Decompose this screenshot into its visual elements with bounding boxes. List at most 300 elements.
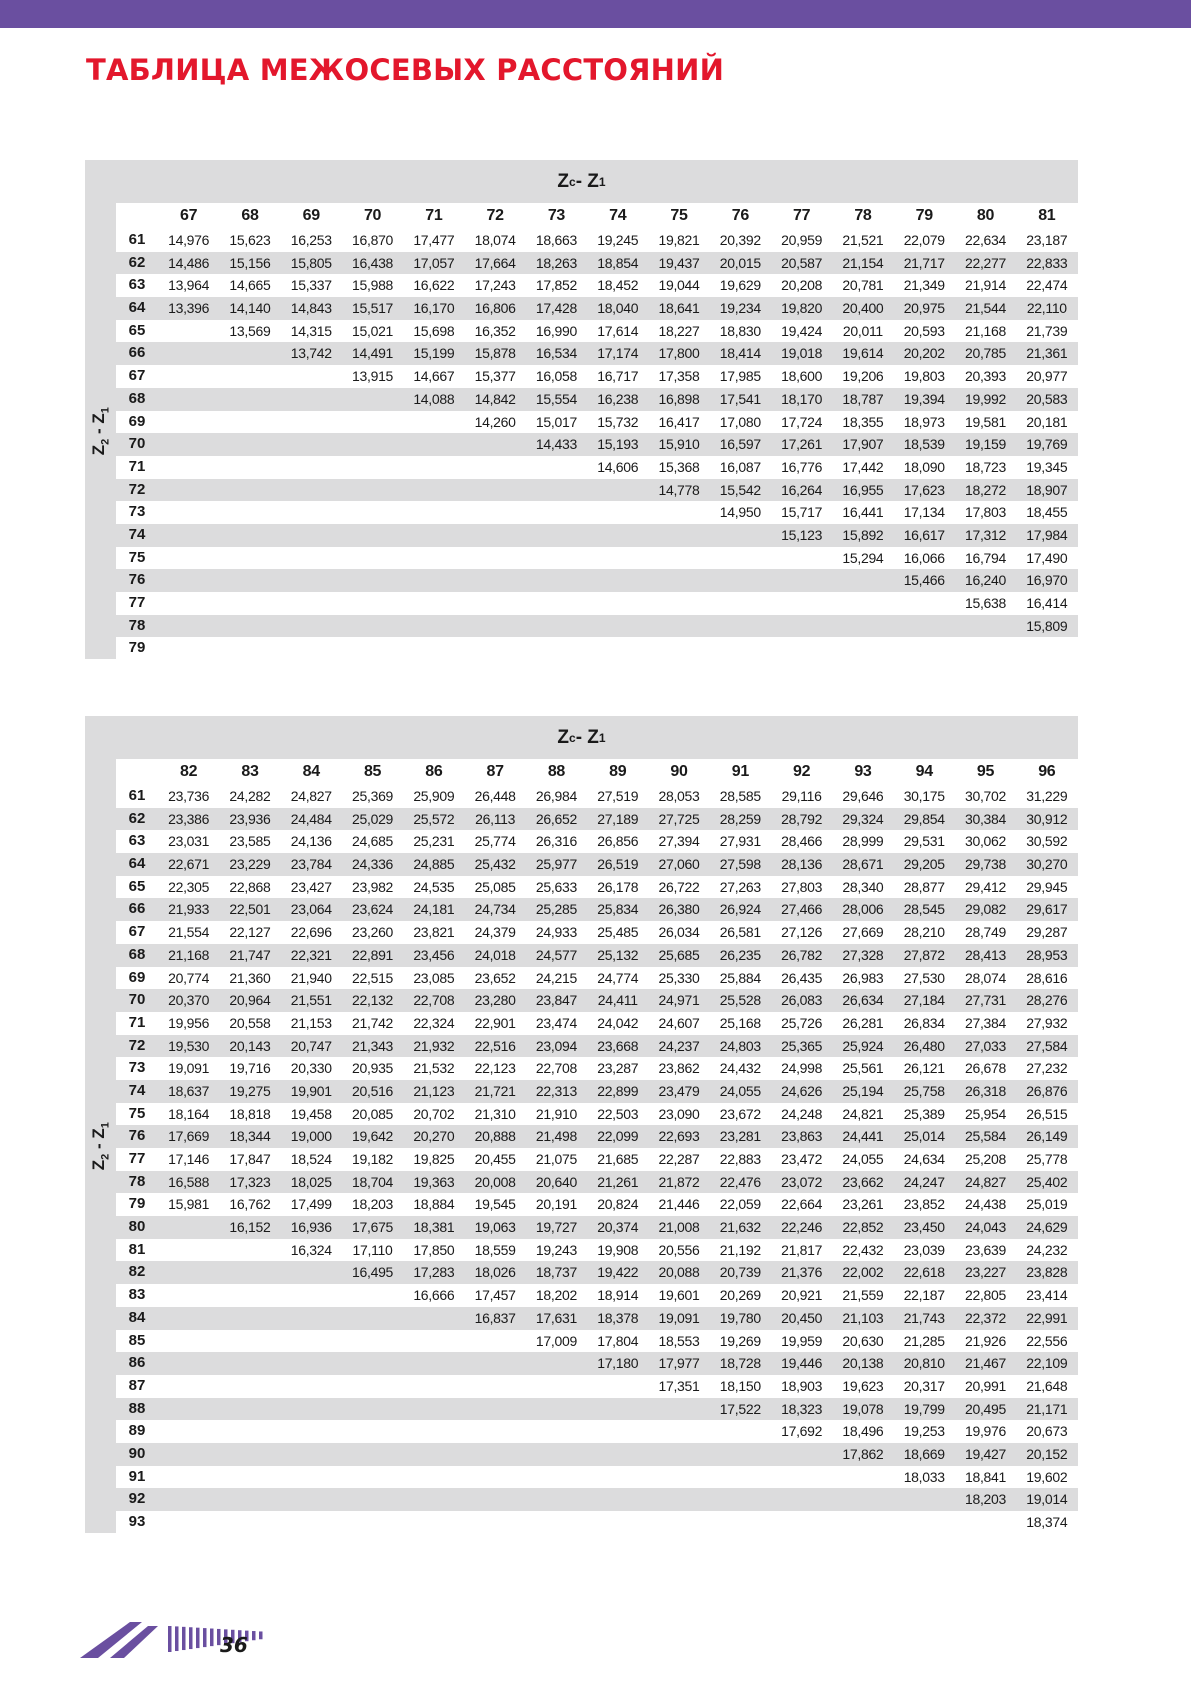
table-cell: 22,305 [168, 878, 210, 895]
column-header: 94 [915, 763, 933, 780]
table-cell: 25,365 [781, 1037, 823, 1054]
table-cell [587, 1443, 648, 1466]
table-cell: 23,821 [413, 924, 455, 941]
row-label: 85 [128, 1331, 146, 1349]
table-cell: 14,486 [168, 254, 210, 271]
table-cell: 25,924 [842, 1037, 884, 1054]
table-cell [526, 456, 587, 479]
table-cell: 15,910 [658, 436, 700, 453]
table-cell [464, 569, 525, 592]
table-cell: 29,412 [964, 878, 1007, 895]
side-z-symbol: Z [89, 1159, 109, 1171]
table-cell [464, 1420, 525, 1443]
table-cell: 23,474 [535, 1014, 577, 1031]
table-cell: 24,484 [290, 810, 332, 827]
footer-logo-stripe [175, 1626, 179, 1651]
table-cell: 20,370 [168, 992, 210, 1009]
table-cell: 25,402 [1026, 1173, 1068, 1190]
table-cell: 26,316 [535, 833, 577, 850]
table-cell: 16,794 [964, 549, 1007, 566]
table-cell [219, 637, 280, 660]
table-cell: 28,340 [842, 878, 884, 895]
table-cell: 26,380 [658, 901, 700, 918]
table-cell: 23,031 [168, 833, 210, 850]
table-cell [219, 365, 280, 388]
table-row [116, 1148, 1078, 1171]
table-cell [403, 1511, 464, 1534]
table-cell: 24,438 [964, 1196, 1007, 1213]
table-cell: 21,153 [290, 1014, 332, 1031]
table-cell [158, 365, 219, 388]
row-label: 86 [128, 1354, 146, 1372]
table-cell: 21,914 [964, 277, 1007, 294]
table-cell: 30,175 [903, 788, 945, 804]
table-cell: 20,208 [781, 277, 823, 294]
table-cell: 21,742 [352, 1014, 394, 1031]
row-label: 89 [128, 1422, 146, 1440]
row-label: 69 [128, 968, 146, 986]
column-header: 73 [547, 207, 566, 224]
page-title: ТАБЛИЦА МЕЖОСЕВЫХ РАССТОЯНИЙ [86, 53, 725, 87]
table-cell: 17,499 [290, 1196, 332, 1213]
table-cell: 15,805 [290, 254, 332, 271]
row-label: 74 [128, 1081, 146, 1099]
table-cell: 22,476 [719, 1173, 761, 1190]
table-cell [894, 592, 955, 615]
table-cell: 24,055 [719, 1082, 761, 1099]
table-cell: 20,085 [352, 1105, 394, 1122]
table-cell: 22,671 [168, 856, 210, 873]
table-cell: 14,315 [290, 322, 332, 339]
side-z-symbol: Z [89, 444, 109, 456]
table-cell: 26,876 [1026, 1082, 1068, 1099]
table-cell: 19,206 [842, 368, 884, 385]
table-cell: 23,287 [597, 1060, 639, 1077]
column-header: 89 [609, 763, 627, 780]
table-cell: 19,458 [290, 1105, 332, 1122]
table-cell [219, 1352, 280, 1375]
table-cell: 16,617 [903, 526, 945, 543]
table-cell: 22,708 [413, 992, 455, 1009]
table-body [116, 759, 1078, 1534]
table-cell: 13,742 [290, 345, 332, 362]
row-label: 93 [128, 1513, 146, 1530]
header-minus-z: - Z [575, 170, 599, 192]
table-cell: 19,959 [781, 1332, 823, 1349]
table-cell [832, 569, 893, 592]
table-cell: 19,799 [903, 1400, 945, 1417]
table-cell: 20,587 [781, 254, 823, 271]
table-cell: 29,082 [964, 901, 1007, 918]
table-cell [648, 524, 709, 547]
table-cell: 29,854 [903, 810, 945, 827]
table-cell [403, 1488, 464, 1511]
table-row [116, 1057, 1078, 1080]
column-header: 84 [302, 763, 320, 780]
table-cell: 19,159 [964, 436, 1007, 453]
column-header: 92 [793, 763, 811, 780]
table-cell: 25,954 [964, 1105, 1007, 1122]
table-cell [158, 388, 219, 411]
table-cell: 15,988 [352, 277, 394, 294]
table-cell: 18,524 [290, 1151, 332, 1167]
table-cell: 16,066 [903, 549, 945, 566]
table-cell: 19,642 [352, 1128, 394, 1145]
table-cell [281, 592, 342, 615]
table-cell: 28,053 [658, 788, 700, 804]
table-cell: 18,787 [842, 390, 884, 407]
row-label: 69 [128, 412, 146, 430]
table-cell: 18,164 [168, 1105, 210, 1122]
table-cell: 19,269 [719, 1332, 761, 1349]
table-cell: 20,991 [964, 1377, 1007, 1394]
table-cell [648, 1511, 709, 1534]
table-cell: 20,088 [658, 1264, 700, 1281]
table-cell: 25,330 [658, 969, 700, 986]
table-cell: 22,805 [964, 1287, 1007, 1304]
table-cell [342, 456, 403, 479]
table-cell: 24,379 [474, 924, 516, 941]
table-cell [281, 569, 342, 592]
table-cell [342, 411, 403, 434]
table-cell: 16,717 [597, 368, 639, 385]
table-cell [526, 1420, 587, 1443]
column-header: 82 [180, 763, 198, 780]
table-cell [219, 547, 280, 570]
table-cell: 19,063 [474, 1219, 516, 1236]
table-cell: 21,343 [352, 1037, 394, 1054]
table-cell [403, 569, 464, 592]
table-cell [587, 637, 648, 660]
table-cell: 17,541 [719, 390, 761, 407]
table-cell: 22,503 [597, 1105, 639, 1122]
table-cell: 19,253 [903, 1423, 945, 1440]
table-cell [281, 547, 342, 570]
table-cell [158, 1330, 219, 1353]
table-cell: 29,945 [1026, 878, 1068, 895]
table-cell: 18,323 [781, 1400, 823, 1417]
table-cell: 21,168 [964, 322, 1007, 339]
table-cell: 23,227 [964, 1264, 1007, 1281]
table-cell: 28,585 [719, 788, 761, 804]
table-cell: 26,435 [781, 969, 823, 986]
table-row [116, 365, 1078, 388]
table-cell: 18,830 [719, 322, 761, 339]
row-label: 63 [128, 276, 146, 294]
table-cell: 27,803 [781, 878, 823, 895]
table-cell [342, 637, 403, 660]
table-cell: 24,629 [1026, 1219, 1068, 1236]
table-cell: 23,668 [597, 1037, 639, 1054]
center-distance-table-1 [85, 160, 1078, 659]
table-cell: 25,685 [658, 946, 700, 963]
table-cell: 18,854 [597, 254, 639, 271]
row-label: 71 [128, 1013, 146, 1031]
row-label: 61 [128, 787, 146, 804]
table-row [116, 898, 1078, 921]
table-cell [219, 501, 280, 524]
table-cell: 22,474 [1026, 277, 1068, 294]
table-cell: 19,000 [290, 1128, 332, 1145]
table-cell [342, 388, 403, 411]
column-header: 87 [486, 763, 504, 780]
table-cell: 15,123 [781, 526, 823, 543]
table-cell [342, 524, 403, 547]
table-cell: 25,633 [535, 878, 577, 895]
table-cell [464, 615, 525, 638]
table-cell: 24,821 [842, 1105, 884, 1122]
table-cell: 21,103 [842, 1309, 884, 1326]
table-cell [342, 501, 403, 524]
table-cell: 23,427 [290, 878, 332, 895]
table-row [116, 592, 1078, 615]
table-cell [342, 592, 403, 615]
table-cell: 16,152 [229, 1219, 271, 1236]
table-cell: 19,908 [597, 1241, 639, 1258]
row-label: 64 [128, 299, 146, 317]
table-cell [342, 479, 403, 502]
table-row [116, 853, 1078, 876]
table-cell [526, 1466, 587, 1489]
table-cell [158, 1443, 219, 1466]
table-cell: 18,737 [535, 1264, 577, 1281]
table-cell: 25,884 [719, 969, 761, 986]
table-cell: 26,083 [781, 992, 823, 1009]
table-cell: 25,019 [1026, 1196, 1068, 1213]
table-cell: 16,990 [535, 322, 577, 339]
table-cell: 20,270 [413, 1128, 455, 1145]
table-cell [587, 1398, 648, 1421]
table-cell: 19,091 [168, 1060, 210, 1077]
table-cell: 19,992 [964, 390, 1007, 407]
table-cell: 18,272 [964, 481, 1007, 498]
table-cell: 21,446 [658, 1196, 700, 1213]
table-cell [403, 1330, 464, 1353]
table-cell: 16,666 [413, 1287, 455, 1304]
table-cell: 19,182 [352, 1151, 394, 1167]
table-cell: 21,285 [903, 1332, 945, 1349]
table-cell [219, 411, 280, 434]
table-cell: 26,834 [903, 1014, 945, 1031]
table-cell: 26,519 [597, 856, 639, 873]
table-cell: 14,976 [168, 232, 210, 248]
column-header: 78 [854, 207, 872, 224]
table-cell: 20,011 [842, 322, 883, 339]
table-row [116, 411, 1078, 434]
table-cell [710, 1420, 771, 1443]
table-cell: 17,692 [781, 1423, 823, 1440]
table-cell [158, 1284, 219, 1307]
table-cell: 18,914 [597, 1287, 639, 1304]
side-z2-subscript: 2 [99, 1153, 112, 1160]
table-cell: 18,637 [168, 1082, 210, 1099]
table-cell: 30,062 [964, 833, 1007, 850]
table-cell: 24,803 [719, 1037, 761, 1054]
table-cell: 17,261 [781, 436, 823, 453]
row-label: 70 [128, 991, 146, 1009]
table-body [116, 203, 1078, 660]
table-cell: 24,577 [535, 946, 577, 963]
table-cell: 25,285 [535, 901, 577, 918]
column-header-row [116, 759, 1078, 785]
table-row [116, 274, 1078, 297]
table-row [116, 501, 1078, 524]
row-label: 65 [128, 877, 146, 895]
table-cell: 20,392 [719, 232, 761, 248]
table-cell: 20,191 [535, 1196, 577, 1213]
table-cell: 21,075 [535, 1151, 577, 1167]
table-cell: 25,231 [413, 833, 455, 850]
table-cell: 19,427 [964, 1445, 1007, 1462]
table-cell: 22,246 [781, 1219, 823, 1236]
table-cell [771, 1511, 832, 1534]
table-cell: 24,215 [535, 969, 577, 986]
table-cell: 21,940 [290, 969, 332, 986]
table-cell: 18,841 [964, 1468, 1007, 1485]
table-cell: 29,205 [903, 856, 945, 873]
table-cell: 20,781 [842, 277, 884, 294]
table-cell [894, 637, 955, 660]
side-z1-subscript: 1 [99, 1121, 112, 1129]
table-cell: 18,600 [781, 368, 823, 385]
table-cell: 20,959 [781, 232, 823, 248]
table-row [116, 456, 1078, 479]
table-cell: 19,545 [474, 1196, 516, 1213]
column-header: 76 [731, 207, 749, 224]
table-cell [342, 1443, 403, 1466]
table-cell: 23,672 [719, 1105, 761, 1122]
row-label: 73 [128, 1059, 146, 1077]
table-cell [281, 1261, 342, 1284]
table-cell: 22,287 [658, 1151, 700, 1167]
table-cell: 19,394 [903, 390, 945, 407]
table-cell: 23,064 [290, 901, 332, 918]
table-cell: 18,074 [474, 232, 516, 248]
table-cell: 24,247 [903, 1173, 945, 1190]
table-cell: 16,240 [964, 572, 1007, 589]
table-cell: 17,457 [474, 1287, 516, 1304]
table-row [116, 1420, 1078, 1443]
table-cell: 16,058 [535, 368, 577, 385]
table-cell: 17,803 [964, 504, 1007, 521]
table-cell: 22,618 [903, 1264, 945, 1281]
table-cell: 21,467 [964, 1355, 1007, 1372]
table-cell [587, 615, 648, 638]
table-row [116, 1307, 1078, 1330]
table-cell [771, 569, 832, 592]
table-cell [955, 637, 1016, 660]
table-cell [403, 524, 464, 547]
table-cell: 19,345 [1026, 458, 1068, 475]
table-cell: 18,455 [1026, 504, 1068, 521]
table-cell [648, 1488, 709, 1511]
table-cell [710, 1466, 771, 1489]
table-cell: 22,123 [474, 1060, 516, 1077]
table-cell: 20,556 [658, 1241, 700, 1258]
table-cell [281, 433, 342, 456]
table-cell: 27,328 [842, 946, 884, 963]
table-cell: 22,132 [352, 992, 394, 1009]
table-cell: 23,828 [1026, 1264, 1068, 1281]
row-label: 71 [128, 457, 146, 475]
table-cell [219, 433, 280, 456]
table-cell: 18,818 [229, 1105, 271, 1122]
header-z1-subscript: 1 [598, 730, 606, 745]
column-header: 79 [915, 207, 933, 224]
table-cell: 24,232 [1026, 1241, 1068, 1258]
table-cell [464, 456, 525, 479]
table-cell: 23,736 [168, 788, 210, 804]
footer-logo-stripe [259, 1631, 263, 1639]
table-cell: 26,149 [1026, 1128, 1068, 1145]
side-z2-subscript: 2 [99, 438, 112, 445]
table-cell: 21,261 [597, 1173, 639, 1190]
table-cell: 15,156 [229, 254, 271, 271]
table-cell: 15,294 [842, 549, 884, 566]
header-minus-z: - Z [575, 726, 599, 748]
table-header [85, 160, 1078, 203]
table-cell: 16,438 [352, 254, 394, 271]
table-cell [281, 411, 342, 434]
table-cell: 17,080 [719, 413, 761, 430]
table-cell [403, 1443, 464, 1466]
table-cell: 18,263 [535, 254, 577, 271]
table-row [116, 1443, 1078, 1466]
table-cell: 21,632 [719, 1219, 761, 1236]
table-cell: 22,277 [964, 254, 1007, 271]
table-cell [281, 1330, 342, 1353]
table-cell [281, 524, 342, 547]
table-cell: 19,602 [1026, 1468, 1068, 1485]
table-cell [771, 615, 832, 638]
table-cell: 22,664 [781, 1196, 823, 1213]
table-cell: 26,178 [597, 878, 639, 895]
row-label: 91 [128, 1467, 146, 1485]
table-cell: 25,485 [597, 924, 639, 941]
table-row [116, 342, 1078, 365]
table-cell [771, 592, 832, 615]
page-number: 36 [220, 1633, 248, 1657]
table-cell: 19,727 [535, 1219, 577, 1236]
table-cell: 24,042 [597, 1014, 639, 1031]
table-cell: 24,827 [964, 1173, 1007, 1190]
table-cell [464, 479, 525, 502]
table-cell: 14,260 [474, 413, 516, 430]
table-cell [526, 592, 587, 615]
row-label: 79 [128, 639, 146, 657]
table-cell [832, 637, 893, 660]
table-cell: 19,437 [658, 254, 700, 271]
table-cell: 21,521 [842, 232, 884, 248]
table-cell: 17,428 [535, 300, 577, 317]
row-label: 65 [128, 321, 146, 339]
table-cell: 24,181 [413, 901, 455, 918]
table-cell [281, 1398, 342, 1421]
table-cell: 21,559 [842, 1287, 884, 1304]
column-header-row [116, 203, 1078, 229]
table-cell [219, 1398, 280, 1421]
table-cell [281, 637, 342, 660]
table-cell: 23,261 [842, 1196, 884, 1213]
footer-logo-stripe [182, 1627, 186, 1650]
table-cell: 17,985 [719, 368, 761, 385]
table-cell: 16,936 [290, 1219, 332, 1236]
table-cell: 14,667 [413, 368, 455, 385]
row-label: 84 [128, 1308, 146, 1326]
footer-logo-stripe [252, 1631, 256, 1640]
row-label: 82 [128, 1263, 146, 1281]
table-cell: 19,976 [964, 1423, 1007, 1440]
